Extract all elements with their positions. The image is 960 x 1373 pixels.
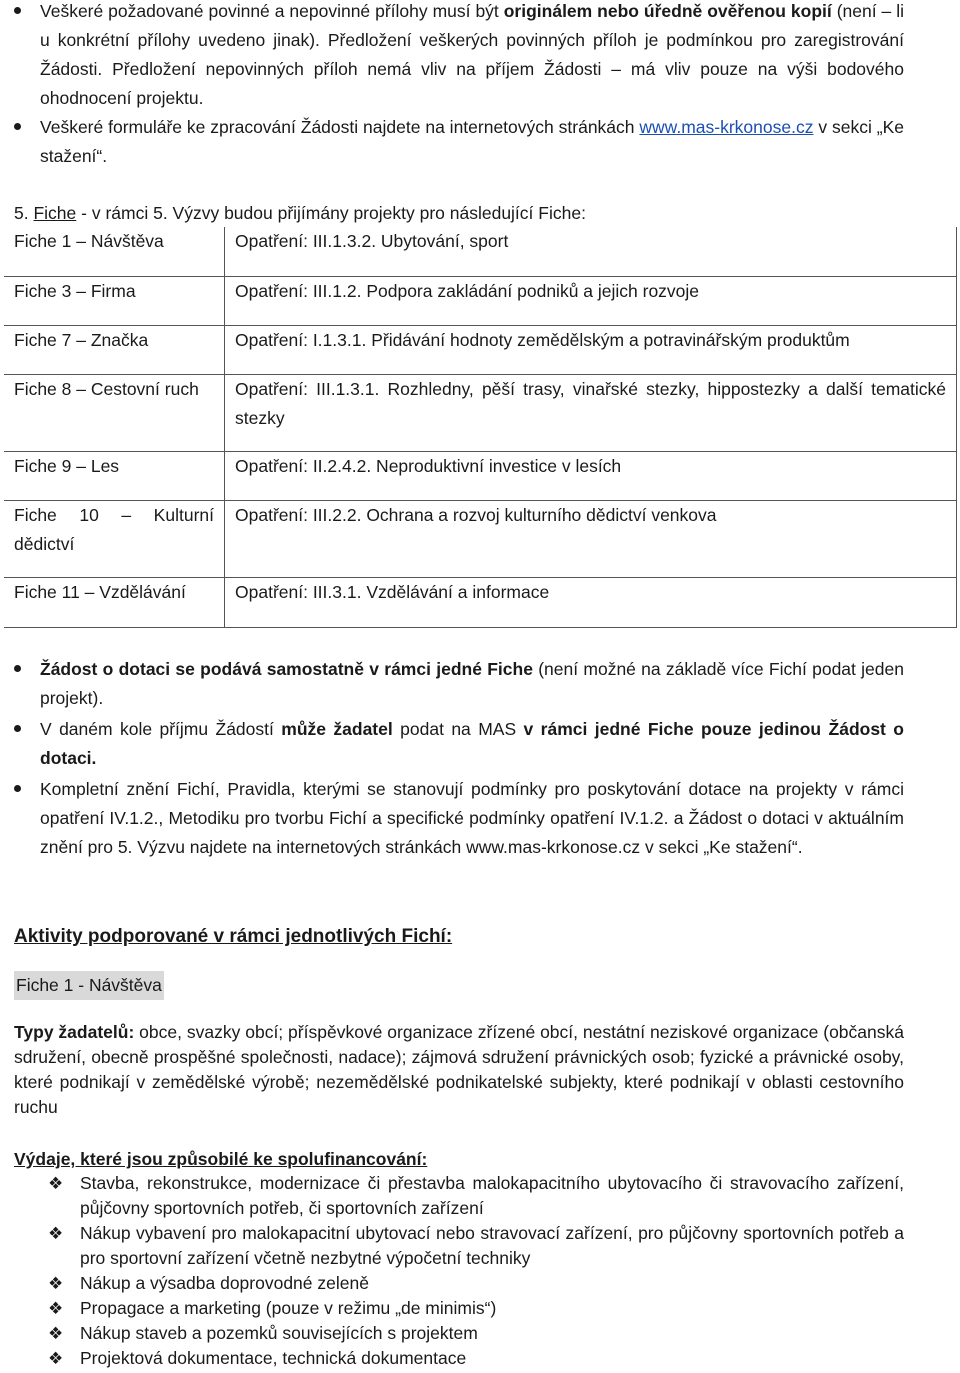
fiche-name: Fiche 3 – Firma [4, 276, 225, 325]
fiche-name: Fiche 10 – Kulturní dědictví [4, 500, 225, 577]
table-row [4, 500, 957, 577]
expense-text: Projektová dokumentace, technická dokumentace [80, 1348, 467, 1368]
applicants-text: obce, svazky obcí; příspěvkové organizace zřízené obcí, nestátní neziskové organizace (občanská sdružení, obecně prospěšné společnosti, nadace); zájmová sdružení právnických osob; fyzické a právnické osoby, které podnikají v zemědělské výrobě; nezemědělské podnikatelské subjekty, které podnikají v oblasti cestovního ruchu [14, 1022, 904, 1117]
fiche-name: Fiche 11 – Vzdělávání [4, 577, 225, 627]
list-item [48, 1346, 904, 1371]
activities-title: Aktivity podporované v rámci jednotlivých Fichí: [14, 926, 453, 947]
fiche-measure: Opatření: III.2.2. Ochrana a rozvoj kulturního dědictví venkova [225, 500, 957, 577]
expense-text: Stavba, rekonstrukce, modernizace či přestavba malokapacitního ubytovacího či stravovacího zařízení, půjčovny sportovních potřeb, či sportovních zařízení [80, 1173, 904, 1218]
website-link[interactable]: www.mas-krkonose.cz [639, 117, 814, 137]
fiche-measure: Opatření: III.1.3.1. Rozhledny, pěší trasy, vinařské stezky, hippostezky a další tematické stezky [225, 374, 957, 451]
bold-text-span: Žádost o dotaci se podává samostatně v rámci jedné Fiche [40, 659, 533, 679]
bold-text-span: v rámci jedné Fiche pouze jedinou Žádost o dotaci. [40, 719, 904, 768]
diamond-bullet-icon: ❖ [48, 1349, 64, 1368]
text-span: (není – li u konkrétní přílohy uvedeno jinak). Předložení veškerých povinných příloh je podmínkou pro zaregistrování Žádosti. Předložení nepovinných příloh nemá vliv na příjem Žádosti – má vliv pouze na výši bodového ohodnocení projektu. [40, 1, 904, 108]
bold-text-span: originálem nebo úředně ověřenou kopií [503, 1, 832, 21]
diamond-bullet-icon: ❖ [48, 1224, 64, 1243]
table-row [4, 374, 957, 451]
expense-text: Nákup staveb a pozemků souvisejících s projektem [80, 1323, 478, 1343]
table-row [4, 451, 957, 500]
section-5-heading [14, 199, 944, 228]
diamond-bullet-icon: ❖ [48, 1299, 64, 1318]
bullet-dot [14, 725, 21, 732]
text-span: (není možné na základě více Fichí podat jeden projekt). [40, 659, 904, 708]
fiche-table [4, 227, 957, 628]
fiche-name: Fiche 9 – Les [4, 451, 225, 500]
text-span: Veškeré požadované povinné a nepovinné přílohy musí být [40, 1, 504, 21]
expense-text: Propagace a marketing (pouze v režimu „de minimis“) [80, 1298, 497, 1318]
text-span: V daném kole příjmu Žádostí [40, 719, 282, 739]
fiche-measure: Opatření: III.3.1. Vzdělávání a informace [225, 577, 957, 627]
fiche-measure: Opatření: I.1.3.1. Přidávání hodnoty zemědělským a potravinářským produktům [225, 325, 957, 374]
bullet-dot [14, 665, 21, 672]
list-item [48, 1296, 904, 1321]
applicant-types [14, 1020, 904, 1120]
table-row [4, 325, 957, 374]
intro-bullet-list [40, 0, 904, 171]
rules-bullet-one-application [40, 715, 904, 773]
expense-text: Nákup a výsadba doprovodné zeleně [80, 1273, 369, 1293]
fiche-1-label: Fiche 1 - Návštěva [14, 971, 164, 1000]
expenses-list [48, 1171, 904, 1371]
fiche-link[interactable]: Fiche [33, 203, 77, 223]
rules-bullet-list [40, 655, 904, 862]
rules-bullet-single-fiche [40, 655, 904, 713]
expenses-title: Výdaje, které jsou způsobilé ke spolufinancování: [14, 1149, 428, 1169]
fiche-measure: Opatření: III.1.2. Podpora zakládání podniků a jejich rozvoje [225, 276, 957, 325]
section-text: - v rámci 5. Výzvy budou přijímány projekty pro následující Fiche: [76, 203, 586, 223]
text-span: v sekci „Ke stažení“. [40, 117, 904, 166]
list-item [48, 1171, 904, 1221]
applicants-label: Typy žadatelů: [14, 1022, 135, 1042]
table-row [4, 577, 957, 627]
section-number: 5. [14, 203, 29, 223]
fiche-name: Fiche 1 – Návštěva [4, 227, 225, 276]
fiche-name: Fiche 8 – Cestovní ruch [4, 374, 225, 451]
diamond-bullet-icon: ❖ [48, 1324, 64, 1343]
fiche-measure: Opatření: II.2.4.2. Neproduktivní investice v lesích [225, 451, 957, 500]
text-span: Kompletní znění Fichí, Pravidla, kterými se stanovují podmínky pro poskytování dotace na projekty v rámci opatření IV.1.2., Metodiku pro tvorbu Fichí a specifické podmínky opatření IV.1.2. a Žádost o dotaci v aktuálním znění pro 5. Výzvu najdete na internetových stránkách www.mas-krkonose.cz v sekci „Ke stažení“. [40, 779, 904, 857]
bold-text-span: může žadatel [281, 719, 393, 739]
bullet-dot [14, 785, 21, 792]
rules-bullet-full-text [40, 775, 904, 862]
text-span: podat na MAS [392, 719, 524, 739]
intro-bullet-forms [40, 113, 904, 171]
fiche-measure: Opatření: III.1.3.2. Ubytování, sport [225, 227, 957, 276]
bullet-dot [14, 123, 21, 130]
list-item [48, 1221, 904, 1271]
diamond-bullet-icon: ❖ [48, 1174, 64, 1193]
intro-bullet-attachments [40, 0, 904, 113]
diamond-bullet-icon: ❖ [48, 1274, 64, 1293]
list-item [48, 1321, 904, 1346]
bullet-dot [14, 7, 21, 14]
fiche-name: Fiche 7 – Značka [4, 325, 225, 374]
text-span: Veškeré formuláře ke zpracování Žádosti najdete na internetových stránkách [40, 117, 640, 137]
list-item [48, 1271, 904, 1296]
expense-text: Nákup vybavení pro malokapacitní ubytovací nebo stravovací zařízení, pro půjčovny sportovních potřeb a pro sportovní zařízení včetně nezbytné výpočetní techniky [80, 1223, 904, 1268]
table-row [4, 227, 957, 276]
table-row [4, 276, 957, 325]
